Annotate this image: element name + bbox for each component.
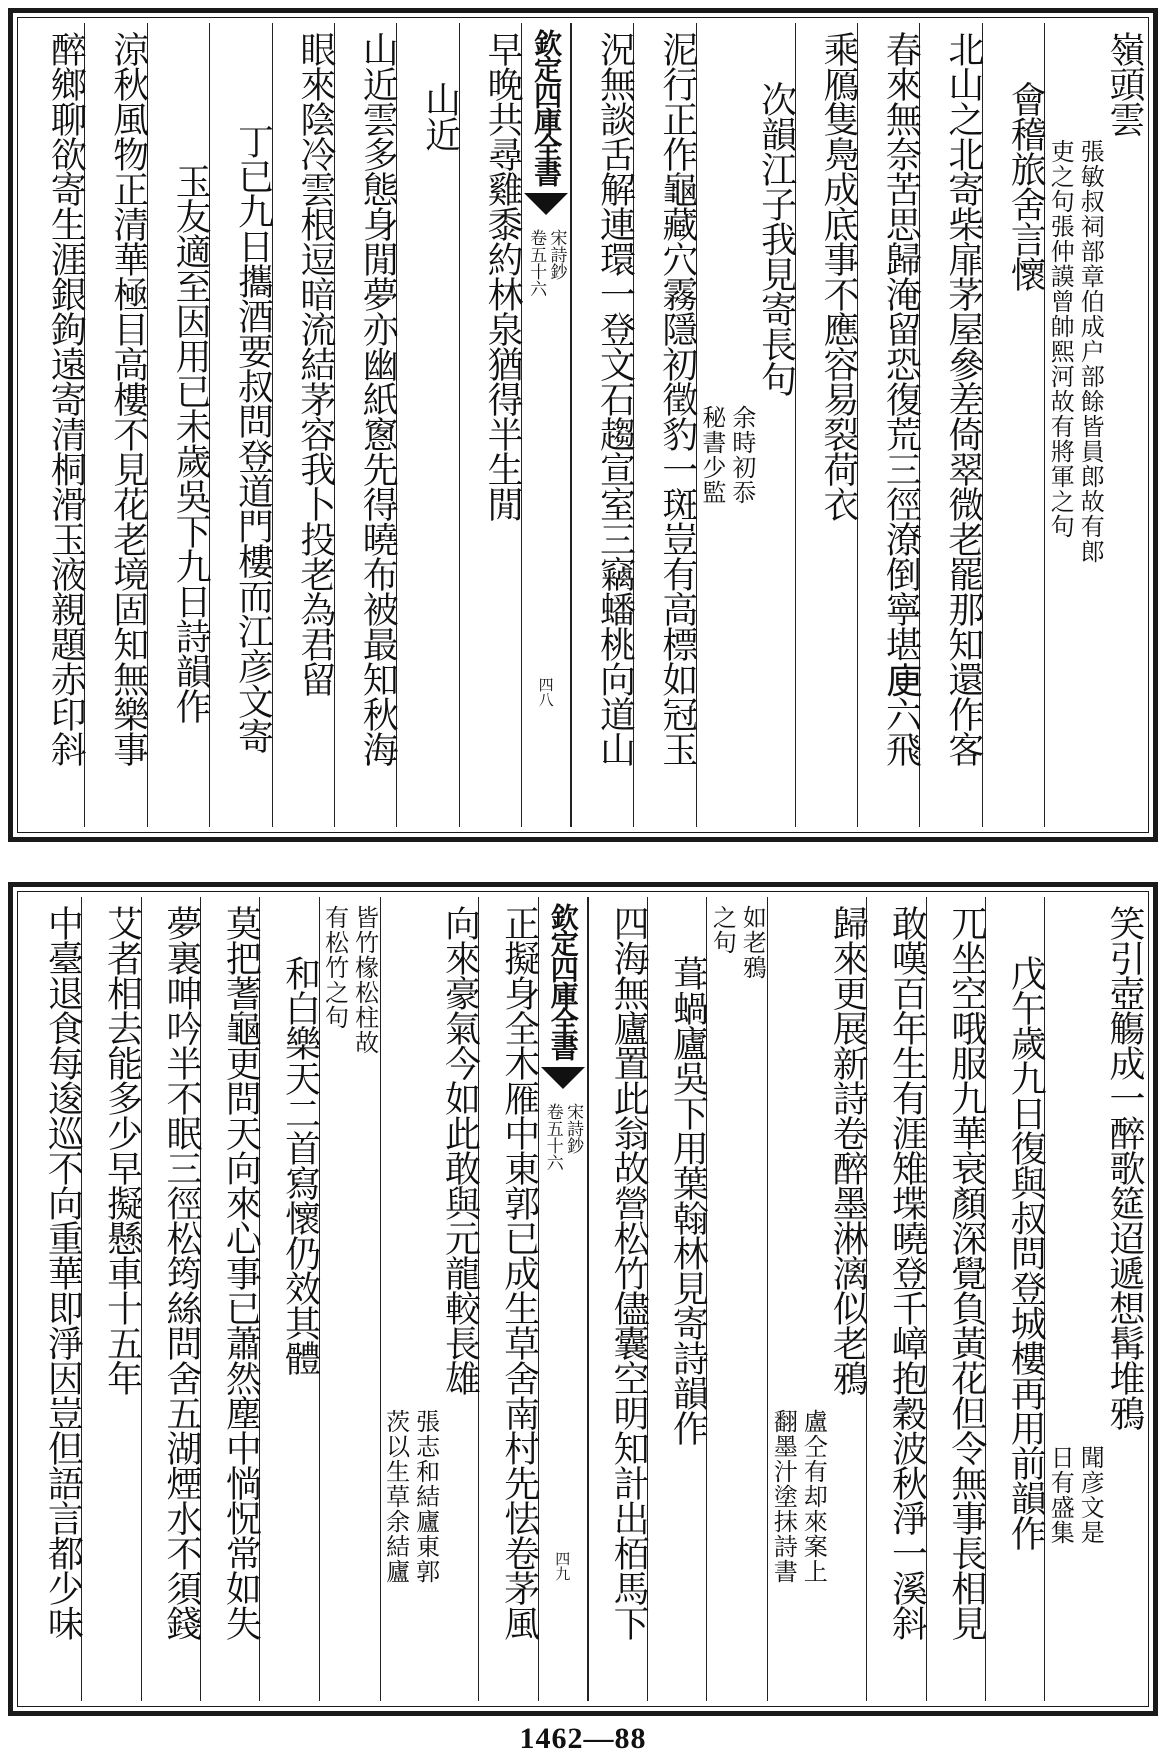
library-title: 欽定四庫全書 (530, 29, 564, 185)
text-column (588, 897, 650, 1701)
annotation-line: 張志和結廬東郭 (411, 1409, 440, 1584)
text-column (459, 23, 524, 827)
annotation-line: 余時初忝 (727, 405, 756, 505)
text-column (334, 23, 399, 827)
text-column (141, 897, 200, 1701)
annotation-line: 吏之句張仲謨曾帥熙河故有將軍之句 (1046, 139, 1075, 539)
column-text: 泥行正作龜藏穴霧隱初徵豹一斑豈有高標如冠玉 (656, 31, 698, 766)
leaf-number: 四八 (536, 677, 555, 707)
annotation (697, 23, 757, 827)
column-text: 山近 (419, 81, 461, 151)
annotation-line: 日有盛集 (1046, 1445, 1075, 1545)
column-text: 丁已九日攜酒要叔問登道門樓而江彦文寄 (232, 123, 274, 753)
annotation (768, 897, 828, 1701)
column-text: 早晚共尋雞黍約林泉猶得半生閒 (482, 31, 524, 521)
column-text: 歸來更展新詩卷醉墨淋漓似老鴉 (827, 905, 869, 1395)
column-text: 艾者相去能多少早擬懸車十五年 (101, 905, 143, 1395)
column-text: 莫把蓍龜更問天向來心事已蕭然塵中惝怳常如失 (220, 905, 262, 1640)
text-column (81, 897, 143, 1701)
column-text: 玉友適至因用已未歲吳下九日詩韻作 (170, 163, 212, 723)
column-text: 乘鴈隻鳧成底事不應容易裂荷衣 (818, 31, 860, 521)
text-column (706, 897, 767, 1701)
text-column (200, 897, 262, 1701)
text-column (571, 23, 636, 827)
text-column (767, 897, 869, 1701)
column-text: 和白樂天二首寫懷仍效其體 (279, 955, 321, 1375)
text-column (209, 23, 274, 827)
column-text: 四海無廬置此翁故營松竹儘囊空明知計出栢馬下 (608, 905, 650, 1640)
text-column (380, 897, 479, 1701)
text-column (985, 897, 1047, 1701)
column-text: 會稽旅舍言懷 (1005, 81, 1047, 291)
column-text: 山近雲多態身閒夢亦幽紙窻先得曉布被最知秋海 (357, 31, 399, 766)
fish-tail-ornament (524, 193, 568, 215)
annotation (320, 897, 380, 1701)
annotation (707, 897, 767, 1701)
annotation (1045, 23, 1105, 827)
column-text: 涼秋風物正清華極目高樓不見花老境固知無樂事 (107, 31, 149, 766)
column-text: 兀坐空哦服九華衰顏深覺負黃花但令無事長相見 (945, 905, 987, 1640)
text-column (1044, 897, 1143, 1701)
column-text: 春來無奈苦思歸淹留恐復荒三徑潦倒寧堪𢈔六飛 (880, 31, 922, 766)
annotation-line: 之句 (708, 905, 737, 955)
library-title: 欽定四庫全書 (546, 903, 580, 1059)
text-column (23, 23, 87, 827)
column-text: 中臺退食每逡巡不向重華即淨因豈但語言都少味 (42, 905, 84, 1640)
annotation-line: 皆竹椽松柱故 (350, 905, 379, 1055)
column-text: 葺蝸廬吳下用葉翰林見寄詩韻作 (667, 955, 709, 1445)
column-text: 笑引壺觴成一醉歌筵迢遞想髯堆鴉 (1104, 905, 1145, 1430)
book-title: 宋詩鈔 (546, 229, 567, 280)
text-column (633, 23, 698, 827)
annotation-line: 盧仝有却來案上 (799, 1409, 828, 1584)
text-column (478, 897, 540, 1701)
column-text: 夢裏呻吟半不眠三徑松筠絲問舍五湖煙水不須錢 (160, 905, 202, 1640)
text-column (396, 23, 461, 827)
column-text: 醉鄉聊欲寄生涯銀鉤遠寄清桐滑玉液親題赤印斜 (45, 31, 87, 766)
annotation-line: 張敏叔祠部章伯成户部餘皆員郎故有郎 (1076, 139, 1105, 564)
column-text: 敢嘆百年生有涯雉堞曉登千嶂抱穀波秋淨一溪斜 (886, 905, 928, 1640)
text-column (857, 23, 922, 827)
annotation-line: 茨以生草余結廬 (381, 1409, 410, 1584)
text-column (1044, 23, 1143, 827)
leaf-number: 四九 (553, 1551, 572, 1581)
column-text: 眼來陰冷雲根逗暗流結茅容我卜投老為君留 (294, 31, 336, 696)
text-column (319, 897, 380, 1701)
column-text: 正擬身全木雁中東郭已成生草舍南村先怯卷茅風 (498, 905, 540, 1640)
text-column (696, 23, 795, 827)
center-gutter (521, 23, 571, 827)
page-number: 1462—88 (519, 1722, 647, 1755)
gutter-meta (526, 229, 567, 297)
annotation-line: 有松竹之句 (320, 905, 349, 1030)
page-panel-top (8, 8, 1158, 842)
annotation-line: 秘書少監 (697, 405, 726, 505)
text-column (84, 23, 149, 827)
center-gutter (538, 897, 588, 1701)
text-column (647, 897, 709, 1701)
annotation-line: 如老鴉 (738, 905, 767, 980)
text-column (926, 897, 985, 1701)
text-column (259, 897, 321, 1701)
column-text: 嶺頭雲 (1104, 31, 1145, 136)
annotation-line: 聞彦文是 (1076, 1445, 1105, 1545)
text-column (147, 23, 212, 827)
column-text: 況無談舌解連環一登文石趨宣室三竊蟠桃向道山 (594, 31, 636, 766)
column-text: 北山之北寄柴扉茅屋參差倚翠微老罷那知還作客 (942, 31, 984, 766)
text-columns-top (23, 23, 1143, 827)
volume-number: 卷五十六 (542, 1103, 563, 1171)
text-column (919, 23, 984, 827)
fish-tail-ornament (541, 1067, 585, 1089)
annotation-line: 翻墨汁塗抹詩書 (769, 1409, 798, 1584)
text-column (866, 897, 928, 1701)
page-panel-bottom (8, 882, 1158, 1716)
column-text: 次韻江子我見寄長句 (755, 81, 797, 396)
gutter-meta (542, 1103, 583, 1171)
text-columns-bottom (23, 897, 1143, 1701)
column-text: 戊午歲九日復與叔問登城樓再用前韻作 (1005, 955, 1047, 1550)
annotation (1045, 897, 1105, 1701)
volume-number: 卷五十六 (526, 229, 547, 297)
text-column (23, 897, 84, 1701)
column-text: 向來豪氣今如此敢與元龍較長雄 (439, 905, 481, 1395)
book-title: 宋詩鈔 (563, 1103, 584, 1154)
text-column (795, 23, 860, 827)
annotation (381, 897, 441, 1701)
text-column (272, 23, 334, 827)
text-column (982, 23, 1047, 827)
